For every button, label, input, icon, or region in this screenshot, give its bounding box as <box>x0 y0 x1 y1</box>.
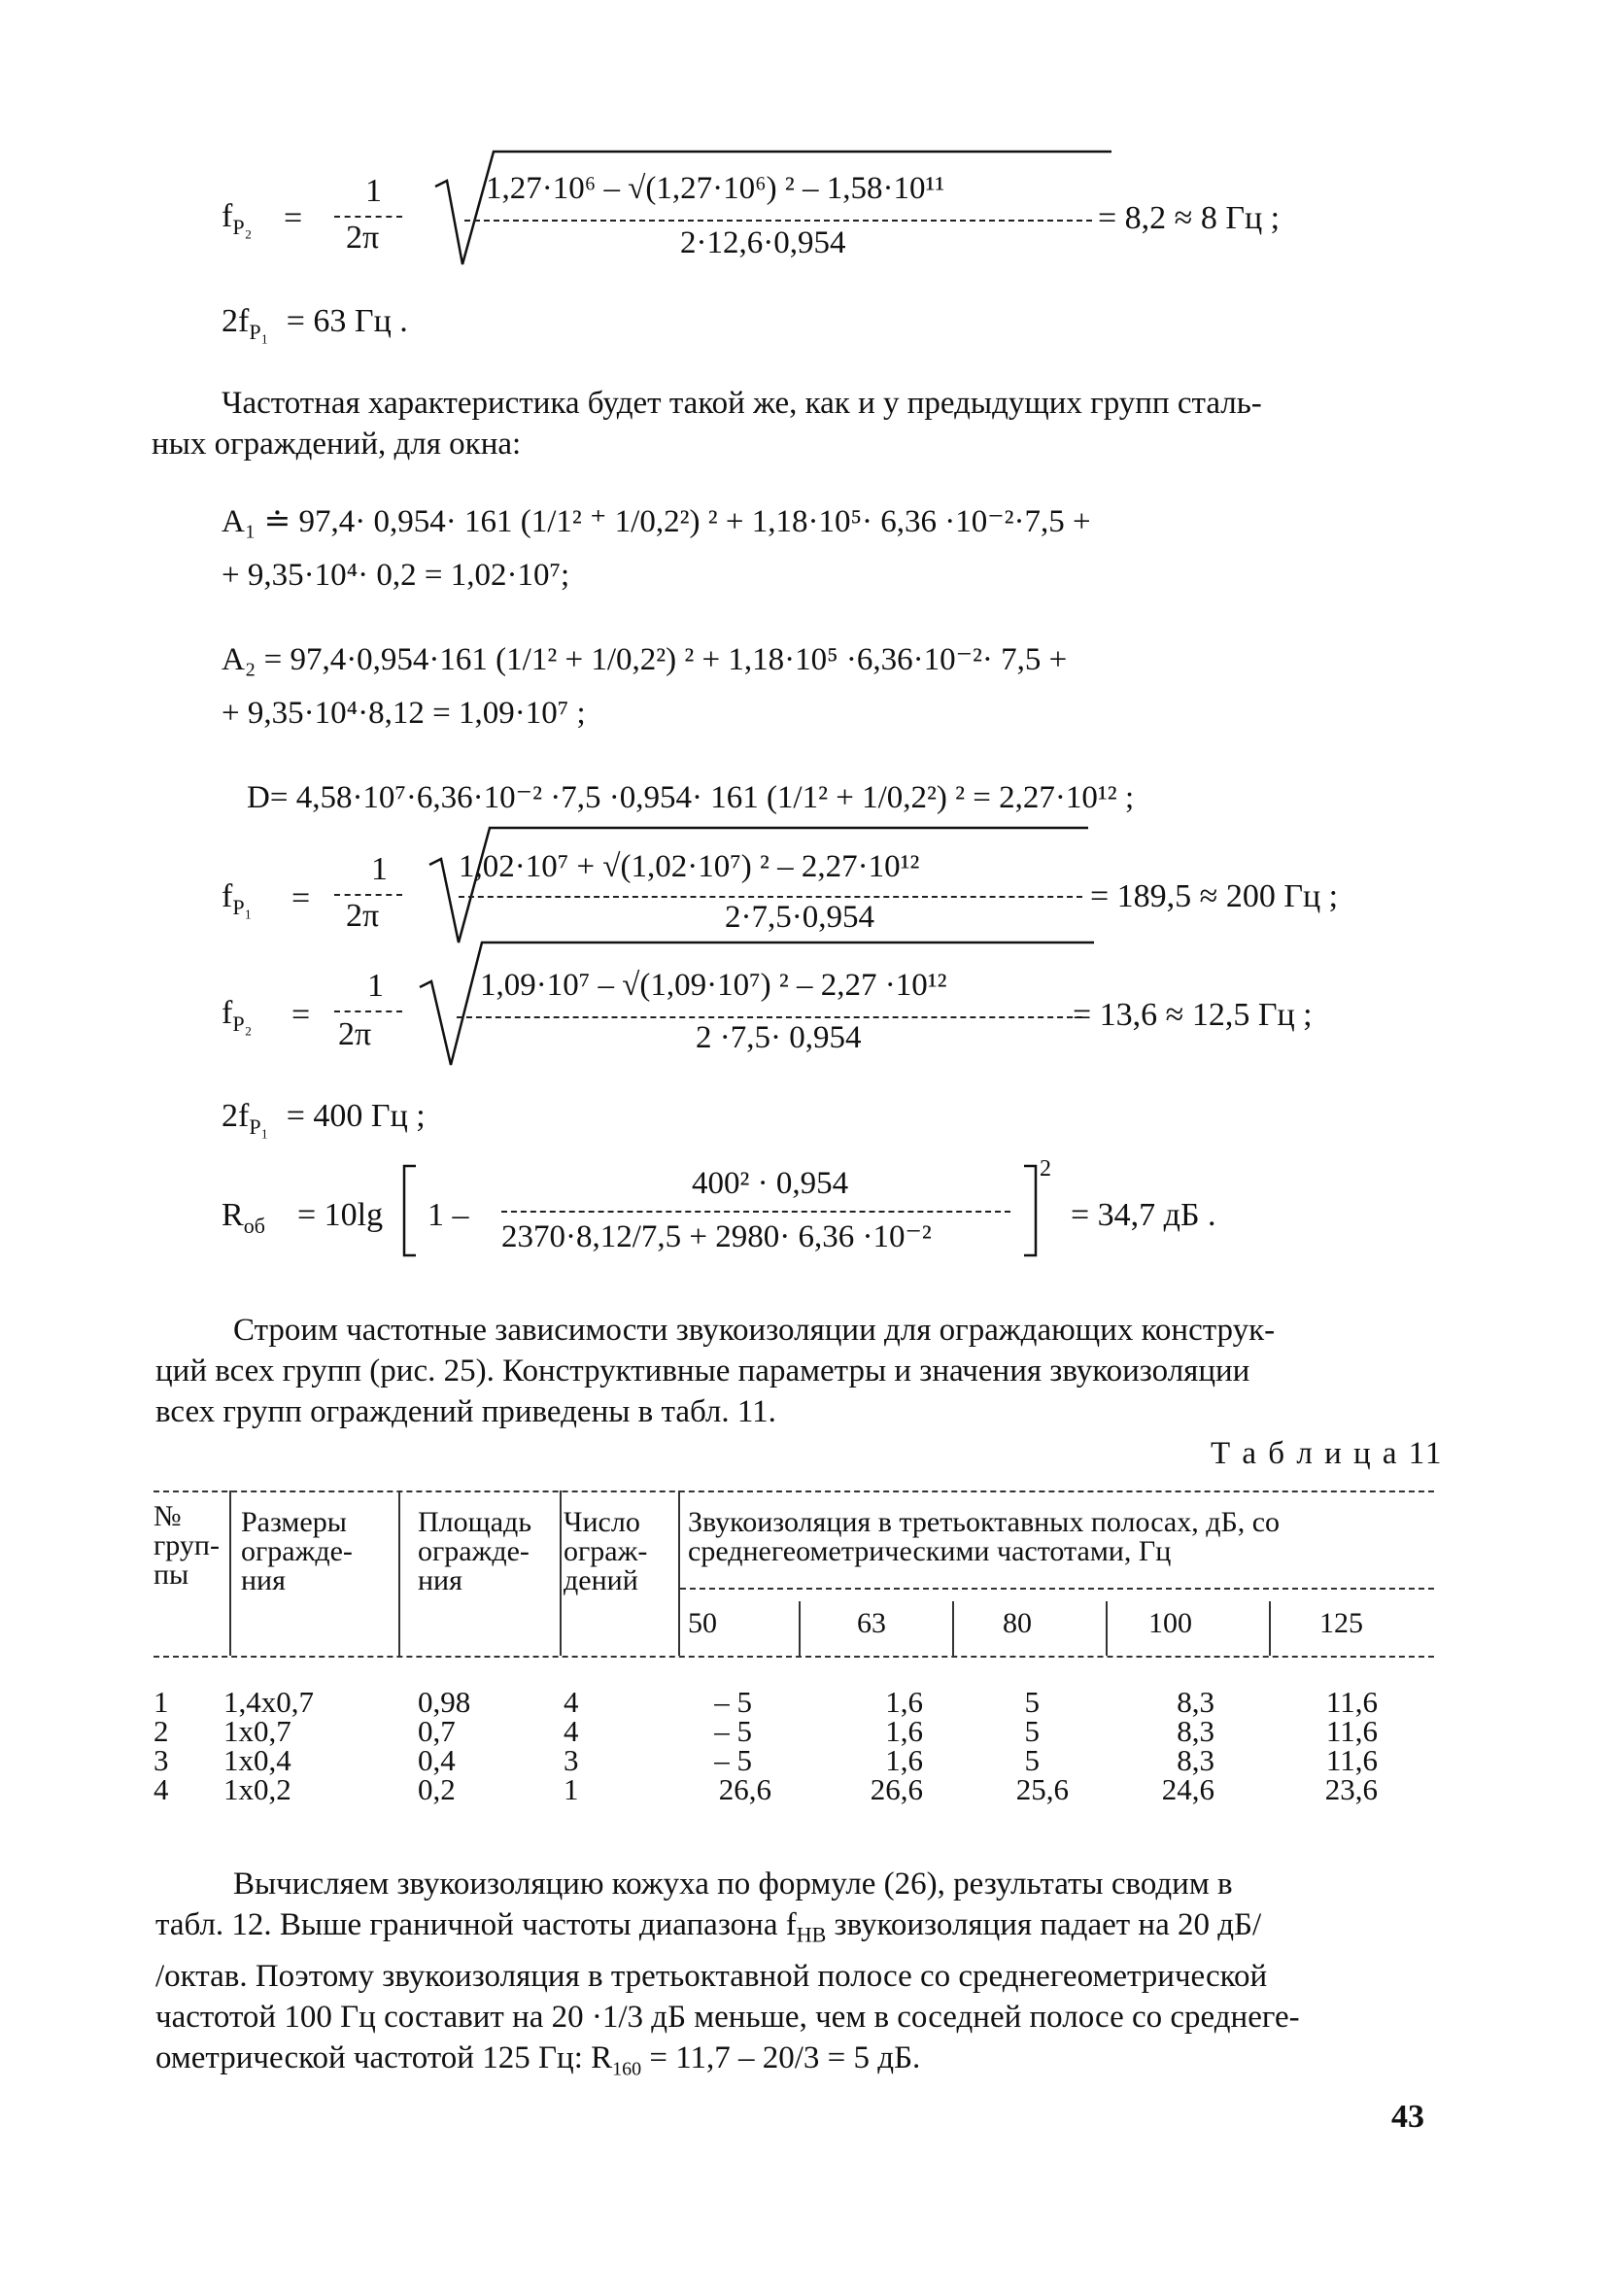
equals-sign: = <box>291 880 311 916</box>
cell-area: 0,2 <box>418 1772 456 1806</box>
formula-subscript: P₁ <box>249 319 269 344</box>
formula-lhs <box>222 198 252 240</box>
header-line: дений <box>564 1564 638 1596</box>
cell-sizes: 1x0,4 <box>223 1743 291 1777</box>
equals-lg: = 10lg <box>297 1197 384 1233</box>
header-line: ограж- <box>564 1535 648 1567</box>
formula-2fp1 <box>222 1098 426 1140</box>
cell-f80: 5 <box>1024 1743 1040 1777</box>
table-col-divider <box>1106 1601 1108 1656</box>
table-caption: Т а б л и ц а 11 <box>1211 1436 1444 1471</box>
cell-f80: 25,6 <box>1015 1772 1069 1806</box>
text-line: Вычисляем звукоизоляцию кожуха по формуле (26), результаты сводим в <box>233 1867 1233 1902</box>
coef-fraction-bar <box>334 894 402 896</box>
fraction-numerator: 400² · 0,954 <box>692 1166 849 1201</box>
formula-2fp1-first <box>222 303 408 345</box>
formula-result: = 34,7 дБ . <box>1071 1197 1216 1233</box>
radicand-fraction-bar <box>459 896 1082 898</box>
formula-a2-line1: A₂ = 97,4·0,954·161 (1/1² + 1/0,2²) ² + 1,18·10⁵ ·6,36·10⁻²· 7,5 + <box>222 642 1068 677</box>
lhs-subscript: об <box>243 1213 265 1238</box>
formula-d: D= 4,58·10⁷·6,36·10⁻² ·7,5 ·0,954· 161 (1/1² + 1/0,2²) ² = 2,27·10¹² ; <box>247 780 1135 815</box>
coef-denominator: 2π <box>338 1016 372 1052</box>
radicand-denominator: 2 ·7,5· 0,954 <box>696 1020 862 1055</box>
table-col-divider <box>229 1491 231 1656</box>
equals-sign: = <box>284 200 303 236</box>
formula-rest: = 63 Гц . <box>286 303 408 339</box>
left-bracket-icon <box>400 1164 420 1257</box>
cell-f125: 11,6 <box>1325 1714 1378 1748</box>
cell-f100: 8,3 <box>1177 1743 1214 1777</box>
coef-denominator: 2π <box>346 898 380 934</box>
header-line: Размеры <box>241 1506 347 1538</box>
cell-f50: – 5 <box>714 1685 752 1719</box>
table-col-divider <box>1269 1601 1271 1656</box>
table-col-divider <box>560 1491 562 1656</box>
table-col-divider <box>952 1601 954 1656</box>
formula-text: 2f <box>222 1098 250 1134</box>
cell-count: 4 <box>564 1714 579 1748</box>
cell-f50: – 5 <box>714 1743 752 1777</box>
cell-f63: 1,6 <box>885 1685 923 1719</box>
header-freq-100: 100 <box>1148 1607 1192 1639</box>
lhs-symbol: R <box>222 1197 244 1233</box>
cell-f63: 1,6 <box>885 1743 923 1777</box>
cell-area: 0,4 <box>418 1743 456 1777</box>
header-group <box>154 1502 220 1590</box>
formula-subscript: P₁ <box>249 1114 269 1139</box>
table-top-rule <box>154 1491 1434 1492</box>
text-line <box>155 2038 1300 2090</box>
coef-numerator: 1 <box>367 968 384 1004</box>
cell-count: 4 <box>564 1685 579 1719</box>
header-line: Звукоизоляция в третьоктавных полосах, дБ, со <box>688 1506 1281 1538</box>
header-line: № <box>154 1500 182 1532</box>
formula-a1-line1: A₁ ≐ 97,4· 0,954· 161 (1/1² ⁺ 1/0,2²) ² + 1,18·10⁵· 6,36 ·10⁻²·7,5 + <box>222 504 1091 539</box>
coef-fraction-bar <box>334 216 402 218</box>
table-mid-rule <box>680 1588 1434 1590</box>
text-segment: = 11,7 – 20/3 = 5 дБ. <box>641 2039 921 2075</box>
cell-group: 2 <box>154 1714 169 1748</box>
fraction-denominator: 2370·8,12/7,5 + 2980· 6,36 ·10⁻² <box>501 1219 932 1254</box>
lhs-symbol: f <box>222 198 233 234</box>
text-line: ных ограждений, для окна: <box>152 427 522 462</box>
cell-f50: 26,6 <box>718 1772 771 1806</box>
header-line: среднегеометрическими частотами, Гц <box>688 1535 1172 1567</box>
header-area <box>418 1508 531 1595</box>
text-line: Частотная характеристика будет такой же, как и у предыдущих групп сталь- <box>222 386 1262 421</box>
lhs-subscript: P₂ <box>232 1011 253 1036</box>
header-count <box>564 1508 647 1595</box>
cell-f80: 5 <box>1024 1714 1040 1748</box>
cell-group: 3 <box>154 1743 169 1777</box>
coef-denominator: 2π <box>346 220 380 256</box>
lhs-symbol: f <box>222 995 233 1031</box>
formula-a2-line2: + 9,35·10⁴·8,12 = 1,09·10⁷ ; <box>222 696 586 731</box>
header-insulation <box>688 1508 1280 1566</box>
text-line: всех групп ограждений приведены в табл. 11. <box>155 1394 776 1429</box>
lhs-subscript: P₂ <box>232 214 253 239</box>
radicand-numerator: 1,09·10⁷ – √(1,09·10⁷) ² – 2,27 ·10¹² <box>480 968 947 1003</box>
header-line: огражде- <box>418 1535 530 1567</box>
formula-result: = 13,6 ≈ 12,5 Гц ; <box>1073 997 1313 1033</box>
table-header-rule <box>154 1656 1434 1658</box>
radicand-fraction-bar <box>464 220 1092 222</box>
radicand-denominator: 2·12,6·0,954 <box>680 225 846 260</box>
intro-paragraph <box>152 383 1262 464</box>
fraction-bar <box>501 1211 1010 1213</box>
cell-area: 0,98 <box>418 1685 471 1719</box>
formula-text: 2f <box>222 303 250 339</box>
coef-fraction-bar <box>334 1011 402 1012</box>
header-line: огражде- <box>241 1535 353 1567</box>
right-bracket-icon <box>1020 1164 1040 1257</box>
one-minus: 1 – <box>427 1197 469 1233</box>
header-line: Число <box>564 1506 640 1538</box>
cell-f100: 24,6 <box>1161 1772 1214 1806</box>
cell-sizes: 1x0,2 <box>223 1772 291 1806</box>
cell-f63: 26,6 <box>870 1772 923 1806</box>
cell-sizes: 1,4x0,7 <box>223 1685 314 1719</box>
lhs-subscript: P₁ <box>232 894 253 919</box>
radicand-numerator: 1,02·10⁷ + √(1,02·10⁷) ² – 2,27·10¹² <box>459 849 920 884</box>
formula-rest: = 400 Гц ; <box>286 1098 426 1134</box>
text-line <box>155 1904 1300 1956</box>
formula-result: = 189,5 ≈ 200 Гц ; <box>1090 878 1339 914</box>
formula-lhs <box>222 878 252 920</box>
header-freq-50: 50 <box>688 1607 717 1639</box>
text-segment: табл. 12. Выше граничной частоты диапазона f <box>155 1907 797 1942</box>
formula-lhs <box>222 995 252 1037</box>
radicand-denominator: 2·7,5·0,954 <box>725 900 874 935</box>
cell-group: 1 <box>154 1685 169 1719</box>
header-line: груп- <box>154 1529 220 1561</box>
table-col-divider <box>398 1491 400 1656</box>
equals-sign: = <box>291 997 311 1033</box>
text-line: /октав. Поэтому звукоизоляция в третьоктавной полосе со среднегеометрической <box>155 1958 1268 1994</box>
cell-count: 3 <box>564 1743 579 1777</box>
text-line: частотой 100 Гц составит на 20 ·1/3 дБ меньше, чем в соседней полосе со среднеге- <box>155 1999 1300 2035</box>
header-freq-80: 80 <box>1003 1607 1032 1639</box>
table-col-divider <box>799 1601 801 1656</box>
coef-numerator: 1 <box>365 173 382 209</box>
header-line: ния <box>241 1564 286 1596</box>
lhs-symbol: f <box>222 878 233 914</box>
text-subscript: НВ <box>796 1922 827 1947</box>
text-segment: ометрической частотой 125 Гц: R <box>155 2039 613 2075</box>
formula-result: = 8,2 ≈ 8 Гц ; <box>1098 200 1281 236</box>
text-line: ций всех групп (рис. 25). Конструктивные параметры и значения звукоизоляции <box>155 1354 1250 1388</box>
page-number: 43 <box>1391 2099 1424 2135</box>
cell-group: 4 <box>154 1772 169 1806</box>
text-line: Строим частотные зависимости звукоизоляции для ограждающих конструк- <box>233 1313 1276 1348</box>
bracket-power: 2 <box>1040 1156 1051 1182</box>
header-freq-63: 63 <box>857 1607 886 1639</box>
header-freq-125: 125 <box>1319 1607 1363 1639</box>
header-line: ния <box>418 1564 462 1596</box>
text-subscript: 160 <box>612 2058 642 2080</box>
radicand-fraction-bar <box>457 1016 1082 1018</box>
header-line: пы <box>154 1559 189 1591</box>
cell-f125: 23,6 <box>1324 1772 1378 1806</box>
cell-f100: 8,3 <box>1177 1714 1214 1748</box>
coef-numerator: 1 <box>371 851 388 887</box>
cell-sizes: 1x0,7 <box>223 1714 291 1748</box>
cell-f63: 1,6 <box>885 1714 923 1748</box>
cell-f50: – 5 <box>714 1714 752 1748</box>
text-segment: звукоизоляция падает на 20 дБ/ <box>826 1907 1262 1942</box>
cell-f100: 8,3 <box>1177 1685 1214 1719</box>
cell-f125: 11,6 <box>1325 1685 1378 1719</box>
paragraph-2 <box>155 1864 1300 2089</box>
header-line: Площадь <box>418 1506 531 1538</box>
table-col-divider <box>678 1491 680 1656</box>
header-sizes <box>241 1508 353 1595</box>
formula-lhs <box>222 1197 265 1239</box>
cell-f80: 5 <box>1024 1685 1040 1719</box>
paragraph-1 <box>155 1310 1276 1432</box>
cell-area: 0,7 <box>418 1714 456 1748</box>
radicand-numerator: 1,27·10⁶ – √(1,27·10⁶) ² – 1,58·10¹¹ <box>486 171 945 206</box>
cell-f125: 11,6 <box>1325 1743 1378 1777</box>
formula-a1-line2: + 9,35·10⁴· 0,2 = 1,02·10⁷; <box>222 558 570 593</box>
cell-count: 1 <box>564 1772 579 1806</box>
